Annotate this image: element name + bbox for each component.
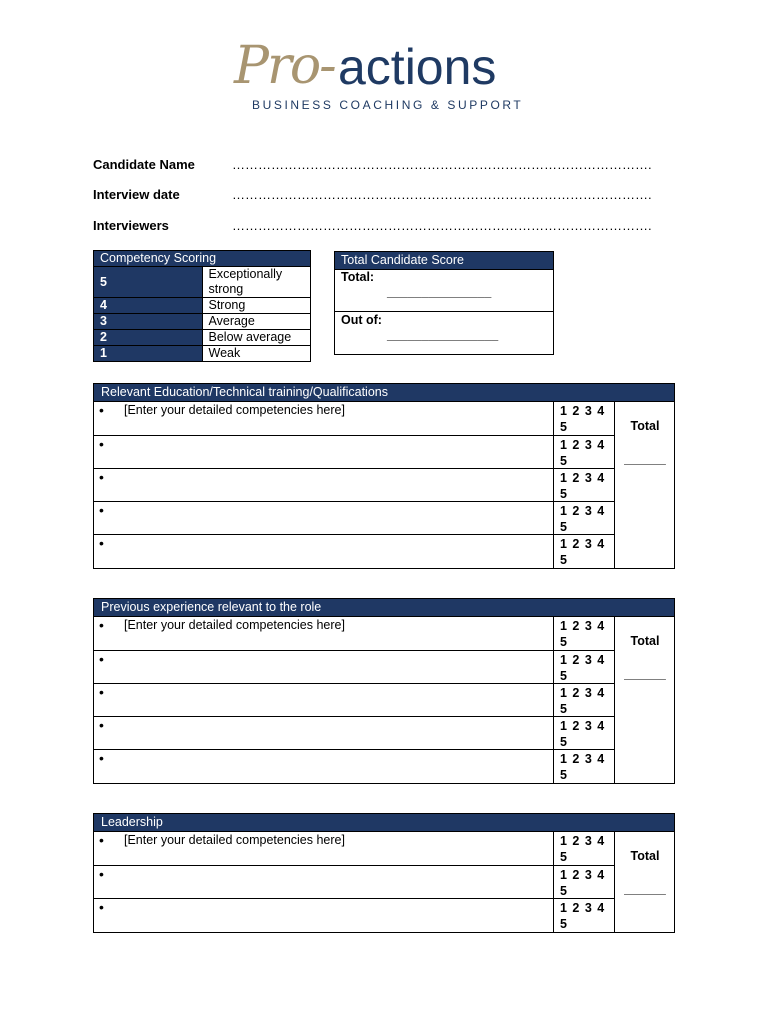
total-score-cell [335,270,553,311]
competency-text-cell[interactable] [94,402,554,435]
bullet-icon: • [99,899,104,915]
scoring-label: Strong [202,298,311,314]
competency-text-cell[interactable] [94,899,554,932]
section-total-blank: ______ [624,667,666,681]
score-options: 1 2 3 4 5 [560,653,606,683]
competency-text-cell[interactable] [94,617,554,650]
section-total-label: Total [630,419,660,433]
score-options: 1 2 3 4 5 [560,752,606,782]
competency-row [94,501,615,535]
competency-text-cell[interactable] [94,832,554,865]
total-score-blank[interactable]: _______________ [387,285,492,299]
competency-row [94,402,615,435]
score-options: 1 2 3 4 5 [560,438,606,468]
competency-row [94,617,615,650]
competency-text-cell[interactable] [94,750,554,783]
score-options-cell[interactable] [554,402,615,435]
score-options-cell[interactable] [554,436,615,469]
scoring-number: 3 [94,314,203,330]
competency-scoring-title: Competency Scoring [94,251,311,267]
scoring-number: 2 [94,330,203,346]
scoring-row [94,298,311,314]
score-options-cell[interactable] [554,651,615,684]
scoring-label: Weak [202,346,311,362]
bullet-icon: • [99,717,104,733]
total-score-label: Total: [341,270,375,284]
competency-row [94,435,615,469]
bullet-icon: • [99,832,104,848]
interview-date-label: Interview date [93,187,180,202]
score-options-cell[interactable] [554,617,615,650]
score-options-cell[interactable] [554,866,615,899]
competency-row [94,749,615,783]
scoring-label: Below average [202,330,311,346]
bullet-icon: • [99,866,104,882]
bullet-icon: • [99,402,104,418]
section-education [93,383,675,569]
score-options-cell[interactable] [554,684,615,717]
section-total-label: Total [630,634,660,648]
scoring-number: 5 [94,267,203,298]
score-options: 1 2 3 4 5 [560,619,606,649]
total-box-divider [335,311,553,312]
competency-text-cell[interactable] [94,651,554,684]
scoring-row [94,346,311,362]
section-total-cell[interactable] [615,832,675,932]
competency-scoring-table [93,250,311,362]
section-total-blank: ______ [624,452,666,466]
bullet-icon: • [99,436,104,452]
total-candidate-score-title: Total Candidate Score [335,252,553,270]
bullet-icon: • [99,617,104,633]
competency-row [94,650,615,684]
competency-row [94,534,615,568]
score-options: 1 2 3 4 5 [560,868,606,898]
scoring-label: Average [202,314,311,330]
section-grid [93,831,675,933]
bullet-icon: • [99,684,104,700]
competency-text: [Enter your detailed competencies here] [124,833,345,847]
score-options: 1 2 3 4 5 [560,686,606,716]
competency-text-cell[interactable] [94,436,554,469]
score-options: 1 2 3 4 5 [560,404,606,434]
interviewers-field[interactable]: ……………………………………………………………………………………. [232,218,652,233]
bullet-icon: • [99,750,104,766]
score-options: 1 2 3 4 5 [560,901,606,931]
out-of-cell [335,313,553,353]
competency-text-cell[interactable] [94,502,554,535]
competency-row [94,468,615,502]
scoring-number: 1 [94,346,203,362]
competency-text-cell[interactable] [94,717,554,750]
competency-text: [Enter your detailed competencies here] [124,403,345,417]
out-of-blank[interactable]: ________________ [387,328,499,342]
competency-text-cell[interactable] [94,535,554,568]
score-options-cell[interactable] [554,750,615,783]
scoring-row [94,330,311,346]
competency-row [94,898,615,932]
scoring-label: Exceptionally strong [202,267,311,298]
section-title: Relevant Education/Technical training/Qualifications [93,383,675,401]
section-previous-experience [93,598,675,784]
logo-pro-text: Pro- [234,36,335,96]
section-total-cell[interactable] [615,402,675,568]
competency-text: [Enter your detailed competencies here] [124,618,345,632]
score-options-cell[interactable] [554,717,615,750]
logo-tagline: BUSINESS COACHING & SUPPORT [252,98,524,112]
score-options: 1 2 3 4 5 [560,834,606,864]
competency-row [94,832,615,865]
section-total-label: Total [630,849,660,863]
bullet-icon: • [99,651,104,667]
score-options-cell[interactable] [554,502,615,535]
competency-text-cell[interactable] [94,866,554,899]
score-options-cell[interactable] [554,469,615,502]
score-options: 1 2 3 4 5 [560,719,606,749]
section-grid [93,401,675,569]
competency-row [94,683,615,717]
competency-text-cell[interactable] [94,684,554,717]
interview-date-field[interactable]: ……………………………………………………………………………………. [232,187,652,202]
section-total-blank: ______ [624,882,666,896]
score-options-cell[interactable] [554,899,615,932]
logo-actions-text: actions [338,39,497,95]
section-title: Previous experience relevant to the role [93,598,675,616]
section-grid [93,616,675,784]
competency-row [94,865,615,899]
bullet-icon: • [99,502,104,518]
section-title: Leadership [93,813,675,831]
scoring-row [94,267,311,298]
bullet-icon: • [99,469,104,485]
score-options-cell[interactable] [554,832,615,865]
candidate-name-field[interactable]: ……………………………………………………………………………………. [232,157,652,172]
competency-row [94,716,615,750]
competency-text-cell[interactable] [94,469,554,502]
score-options-cell[interactable] [554,535,615,568]
section-total-cell[interactable] [615,617,675,783]
candidate-name-label: Candidate Name [93,157,195,172]
score-options: 1 2 3 4 5 [560,537,606,567]
section-leadership [93,813,675,933]
out-of-label: Out of: [341,313,382,327]
total-candidate-score-box [334,251,554,355]
scoring-number: 4 [94,298,203,314]
score-options: 1 2 3 4 5 [560,504,606,534]
interviewers-label: Interviewers [93,218,169,233]
scoring-row [94,314,311,330]
score-options: 1 2 3 4 5 [560,471,606,501]
bullet-icon: • [99,535,104,551]
